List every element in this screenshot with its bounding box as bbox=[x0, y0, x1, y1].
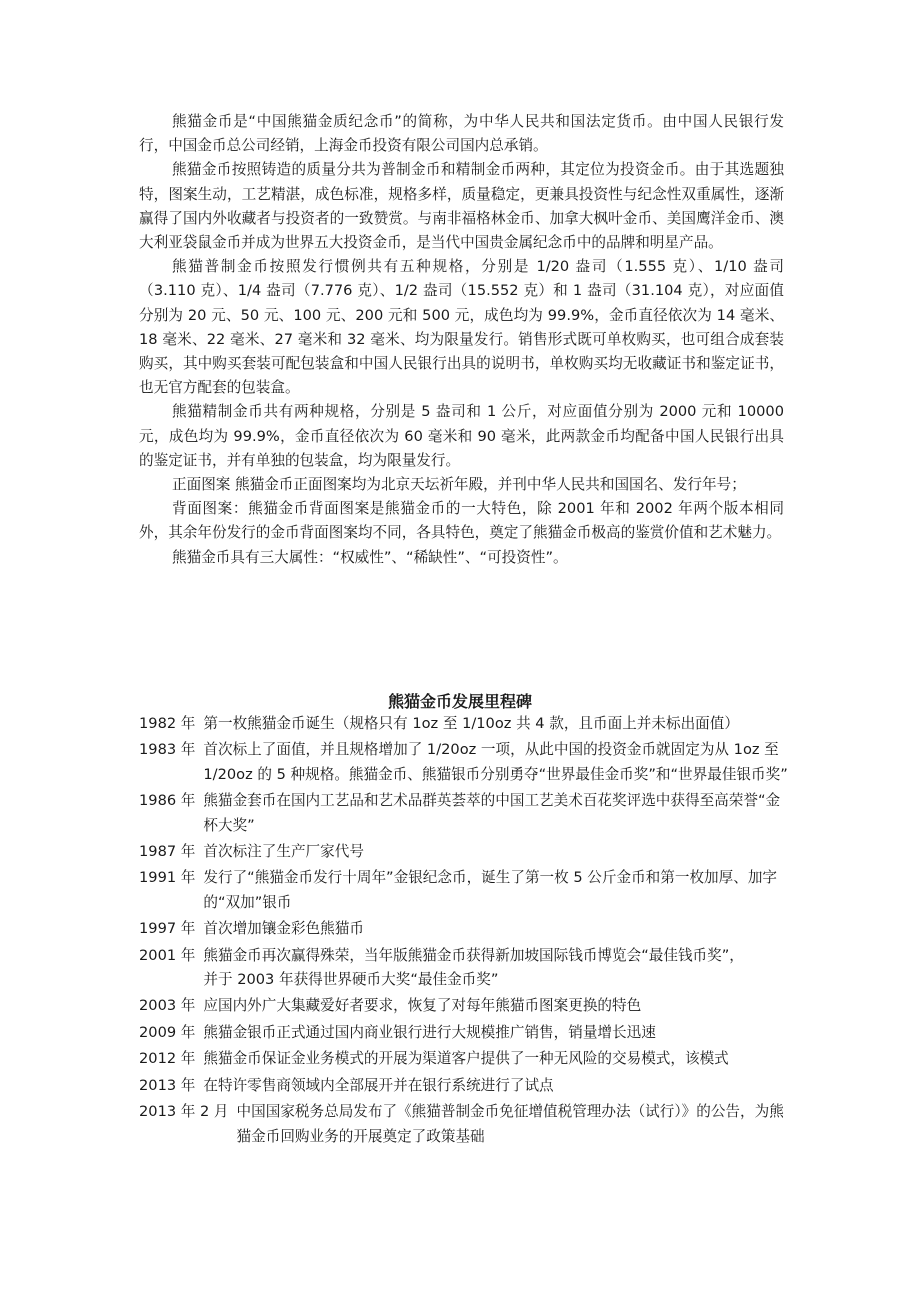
milestone-line: 发行了“熊猫金币发行十周年”金银纪念币，诞生了第一枚 5 公斤金币和第一枚加厚、加字的“双加”银币 bbox=[203, 869, 778, 911]
milestone-year: 2003 年 bbox=[139, 997, 196, 1015]
milestone-text bbox=[203, 738, 789, 787]
milestone-line: 第一枚熊猫金币诞生（规格只有 1oz 至 1/10oz 共 4 款，且币面上并未标出面值） bbox=[203, 715, 739, 732]
milestone-text bbox=[203, 866, 789, 915]
milestone-text bbox=[203, 1021, 789, 1045]
milestone-text bbox=[203, 944, 789, 993]
milestone-year: 1997 年 bbox=[139, 920, 196, 938]
milestone-item bbox=[139, 1047, 789, 1071]
milestone-line: 熊猫金币保证金业务模式的开展为渠道客户提供了一种无风险的交易模式，该模式 bbox=[203, 1050, 729, 1068]
milestone-text bbox=[203, 712, 789, 736]
milestone-line: 熊猫金币再次赢得殊荣，当年版熊猫金币获得新加坡国际钱币博览会“最佳钱币奖”， bbox=[203, 946, 744, 964]
milestone-item bbox=[139, 789, 789, 838]
milestone-item bbox=[139, 994, 789, 1018]
milestone-year: 1982 年 bbox=[139, 715, 196, 732]
milestone-item bbox=[139, 1021, 789, 1045]
milestone-year: 1991 年 bbox=[139, 869, 196, 887]
milestone-text bbox=[237, 1100, 789, 1149]
milestone-line: 并于 2003 年获得世界硬币大奖“最佳金币奖” bbox=[203, 971, 499, 989]
milestone-text bbox=[203, 917, 789, 941]
paragraph-definition: 熊猫金币是“中国熊猫金质纪念币”的简称，为中华人民共和国法定货币。由中国人民银行发行，中国金币总公司经销，上海金币投资有限公司国内总承销。 bbox=[139, 113, 784, 155]
milestone-line: 首次增加镶金彩色熊猫币 bbox=[203, 920, 364, 938]
intro-section bbox=[139, 110, 784, 570]
milestone-item bbox=[139, 738, 789, 787]
milestone-text bbox=[203, 789, 789, 838]
paragraph-obverse: 正面图案 熊猫金币正面图案均为北京天坛祈年殿，并刊中华人民共和国国名、发行年号； bbox=[172, 476, 746, 494]
milestone-item bbox=[139, 917, 789, 941]
milestone-line: 熊猫金套币在国内工艺品和艺术品群英荟萃的中国工艺美术百花奖评选中获得至高荣誉“金杯大奖” bbox=[203, 792, 781, 834]
paragraph-standard-coins: 熊猫普制金币按照发行惯例共有五种规格，分别是 1/20 盎司（1.555 克）、1/10 盎司（3.110 克）、1/4 盎司（7.776 克）、1/2 盎司（15.552 克）和 1 盎司（31.104 克），对应面值分别为 20 元、50 元、100 元、200 元和 500 元，成色均为 99.9%，金币直径依次为 14 毫米、18 毫米、22 毫米、27 毫米和 32 毫米、均为限量发行。销售形式既可单枚购买，也可组合成套装购买，其中购买套装可配包装盒和中国人民银行出具的说明书，单枚购买均无收藏证书和鉴定证书，也无官方配套的包装盒。 bbox=[139, 258, 784, 397]
milestone-year: 1986 年 bbox=[139, 792, 196, 810]
milestone-item bbox=[139, 1074, 789, 1098]
paragraph-reverse: 背面图案：熊猫金币背面图案是熊猫金币的一大特色，除 2001 年和 2002 年两个版本相同外，其余年份发行的金币背面图案均不同，各具特色，奠定了熊猫金币极高的鉴赏价值和艺术魅力。 bbox=[139, 500, 784, 542]
milestone-item bbox=[139, 866, 789, 915]
milestone-item bbox=[139, 1100, 789, 1149]
milestone-year: 1987 年 bbox=[139, 843, 196, 861]
milestone-text bbox=[203, 994, 789, 1018]
milestone-item bbox=[139, 840, 789, 864]
milestone-text bbox=[203, 1047, 789, 1071]
milestone-year: 2013 年 2 月 bbox=[139, 1103, 229, 1121]
milestone-line: 首次标注了生产厂家代号 bbox=[203, 843, 364, 861]
milestones-list bbox=[139, 712, 789, 1151]
milestone-text bbox=[203, 1074, 789, 1098]
milestone-year: 2012 年 bbox=[139, 1050, 196, 1068]
milestones-title: 熊猫金币发展里程碑 bbox=[387, 692, 532, 711]
milestone-year: 1983 年 bbox=[139, 741, 196, 759]
milestone-line: 首次标上了面值，并且规格增加了 1/20oz 一项，从此中国的投资金币就固定为从 1oz 至 1/20oz 的 5 种规格。熊猫金币、熊猫银币分别勇夺“世界最佳金币奖”和“世界最佳银币奖” bbox=[203, 741, 788, 783]
milestone-line: 中国国家税务总局发布了《熊猫普制金币免征增值税管理办法（试行）》的公告，为熊猫金币回购业务的开展奠定了政策基础 bbox=[236, 1103, 784, 1145]
milestone-line: 应国内外广大集藏爱好者要求，恢复了对每年熊猫币图案更换的特色 bbox=[203, 997, 642, 1015]
milestone-text bbox=[203, 840, 789, 864]
paragraph-categories: 熊猫金币按照铸造的质量分共为普制金币和精制金币两种，其定位为投资金币。由于其选题独特，图案生动，工艺精湛，成色标准，规格多样，质量稳定，更兼具投资性与纪念性双重属性，逐渐赢得了国内外收藏者与投资者的一致赞赏。与南非福格林金币、加拿大枫叶金币、美国鹰洋金币、澳大利亚袋鼠金币并成为世界五大投资金币，是当代中国贵金属纪念币中的品牌和明星产品。 bbox=[139, 161, 784, 252]
milestone-line: 熊猫金银币正式通过国内商业银行进行大规模推广销售，销量增长迅速 bbox=[203, 1023, 656, 1041]
milestone-item bbox=[139, 712, 789, 736]
paragraph-attributes: 熊猫金币具有三大属性：“权威性”、“稀缺性”、“可投资性”。 bbox=[172, 548, 568, 566]
milestone-line: 在特许零售商领域内全部展开并在银行系统进行了试点 bbox=[203, 1076, 554, 1094]
milestone-item bbox=[139, 944, 789, 993]
milestone-year: 2009 年 bbox=[139, 1023, 196, 1041]
milestone-year: 2013 年 bbox=[139, 1076, 196, 1094]
milestone-year: 2001 年 bbox=[139, 946, 196, 964]
paragraph-proof-coins: 熊猫精制金币共有两种规格，分别是 5 盎司和 1 公斤，对应面值分别为 2000 元和 10000 元，成色均为 99.9%，金币直径依次为 60 毫米和 90 毫米，此两款金币均配备中国人民银行出具的鉴定证书，并有单独的包装盒，均为限量发行。 bbox=[139, 403, 784, 469]
